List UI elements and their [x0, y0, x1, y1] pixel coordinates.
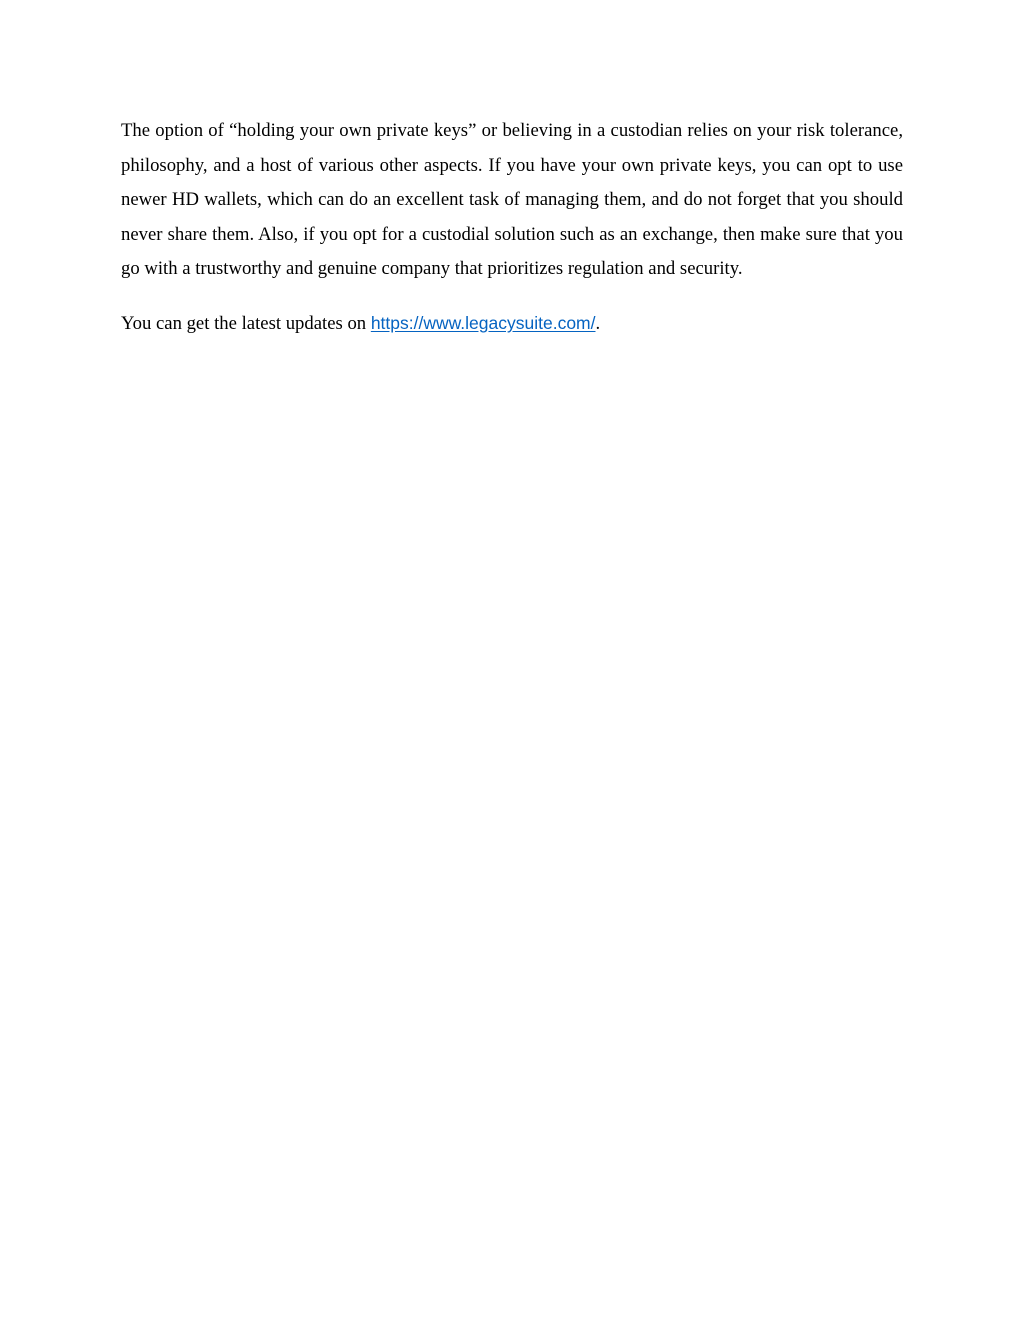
document-body	[121, 114, 903, 342]
updates-text: You can get the latest updates on	[121, 312, 371, 334]
updates-period: .	[595, 312, 601, 334]
updates-paragraph	[121, 306, 903, 342]
body-paragraph: The option of “holding your own private keys” or believing in a custodian relies on your risk tolerance, philosophy, and a host of various other aspects. If you have your own private keys, you can opt to use newer HD wallets, which can do an excellent task of managing them, and do not forget that you should never share them. Also, if you opt for a custodial solution such as an exchange, then make sure that you go with a trustworthy and genuine company that prioritizes regulation and security.	[121, 120, 903, 280]
legacysuite-link[interactable]: https://www.legacysuite.com/	[370, 312, 596, 333]
